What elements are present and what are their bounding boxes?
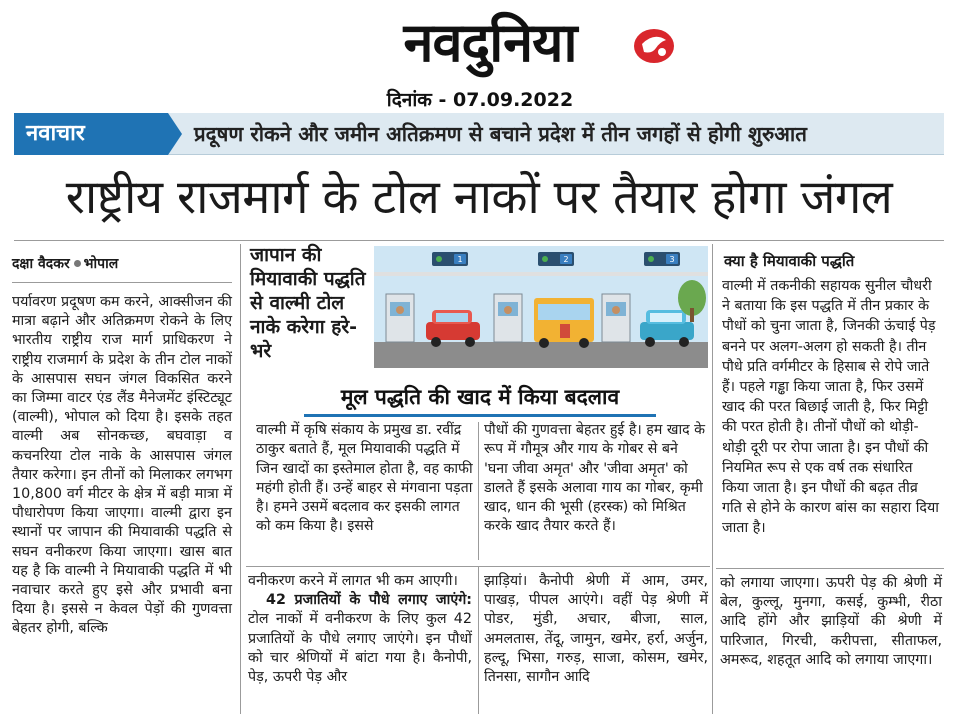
toll-booth-2 bbox=[494, 294, 522, 342]
newspaper-name: नवदुनिया bbox=[403, 11, 577, 74]
masthead bbox=[280, 8, 700, 86]
toll-booth-1 bbox=[386, 294, 414, 342]
box-heading bbox=[252, 382, 708, 416]
box-title: मूल पद्धति की खाद में किया बदलाव bbox=[340, 385, 620, 409]
article-column-3: झाड़ियां। कैनोपी श्रेणी में आम, उमर, पाखड़, पीपल आएंगे। वहीं पेड़ श्रेणी में पोडर, मुंडी, अचार, बीजा, साल, अमलतास, तेंदू, जामुन, खमेर, हर्रा, अर्जुन, हल्दू, भिसा, गरुड़, साजा, कोसम, खमेर, तिनसा, सागौन आदि bbox=[484, 573, 708, 686]
sidebar-heading: जापान की मियावाकी पद्धति से वाल्मी टोल नाके करेगा हरे-भरे bbox=[250, 244, 366, 362]
booth-sign-3 bbox=[644, 252, 680, 266]
dateline-place: भोपाल bbox=[83, 256, 119, 272]
section-tag-arrow bbox=[168, 113, 182, 155]
booth-number-1: 1 bbox=[457, 255, 463, 264]
article-column-1 bbox=[12, 293, 232, 713]
explainer-bottom-rule bbox=[716, 568, 944, 569]
column-rule-1 bbox=[240, 244, 241, 714]
topic-banner bbox=[14, 113, 944, 155]
toll-booth-3 bbox=[602, 294, 630, 342]
booth-sign-1 bbox=[432, 252, 468, 266]
masthead-logo-icon bbox=[632, 26, 676, 66]
box-title-underline bbox=[304, 414, 656, 417]
yellow-bus bbox=[534, 298, 594, 348]
box-column-b: पौधों की गुणवत्ता बेहतर हुई है। हम खाद के रूप में गौमूत्र और गाय के गोबर से बने 'घना जीवा अमृत' और 'जीवा अमृत' को डालते हैं इसके अलावा गाय का गोबर, कृमी खाद, धान की भूसी (हरस्क) को मिश्रित करके खाद तैयार करते हैं। bbox=[484, 422, 706, 535]
explainer-body: वाल्मी में तकनीकी सहायक सुनील चौधरी ने बताया कि इस पद्धति में तीन प्रकार के पौधों को चुना जाता है, जिनकी ऊंचाई पेड़ बनने पर अलग-अलग हो सकती है। तीन पौधे प्रति वर्गमीटर के हिसाब से रोपे जाते हैं। पहले गड्ढा किया जाता है, फिर उसमें खाद की परत बिछाई जाती है, फिर मिट्टी की परत होती है। तीनों पौधों को थोड़ी-थोड़ी दूरी पर रोपा जाता है। इन पौधों की नियमित रूप से एक वर्ष तक संधारित किया जाता है। इन पौधों की बढ़त तीव्र गति से होने के कारण बांस का सहारा दिया जाता है। bbox=[722, 278, 940, 537]
column-rule-2 bbox=[478, 566, 479, 714]
article-column-2 bbox=[248, 572, 472, 714]
author-name: दक्षा वैदकर bbox=[12, 256, 70, 272]
kicker-headline: प्रदूषण रोकने और जमीन अतिक्रमण से बचाने प्रदेश में तीन जगहों से होगी शुरुआत bbox=[194, 122, 807, 146]
explainer-box bbox=[718, 244, 944, 568]
column-rule-3 bbox=[712, 244, 713, 714]
toll-plaza-illustration bbox=[374, 246, 708, 368]
subheading-42-species: 42 प्रजातियों के पौधे लगाए जाएंगे: bbox=[266, 592, 472, 609]
box-column-a: वाल्मी में कृषि संकाय के प्रमुख डा. रवींद्र ठाकुर बताते हैं, मूल मियावाकी पद्धति में जिन खादों का इस्तेमाल होता है, वह काफी महंगी होती हैं। उन्हें बाहर से मंगवाना पड़ता है। हमने उसमें बदलाव कर इसकी लागत को कम किया है। इससे bbox=[256, 422, 473, 535]
date-line: दिनांक - 07.09.2022 bbox=[386, 89, 574, 111]
article-paragraph: पर्यावरण प्रदूषण कम करने, आक्सीजन की मात्रा बढ़ाने और अतिक्रमण रोकने के लिए भारतीय राष्ट्रीय राज मार्ग प्राधिकरण ने राष्ट्रीय राजमार्ग के प्रदेश के तीन टोल नाकों के आसपास सघन जंगल विकसित करने का जिम्मा वाटर एंड लैंड मैनेजमेंट इंस्टिट्यूट (वाल्मी), भोपाल को दिया है। इसके तहत वाल्मी अब सोनकच्छ, बघवाड़ा व कचनरिया टोल नाके के आसपास जंगल तैयार करेगा। इन तीनों को मिलाकर लगभग 10,800 वर्ग मीटर के क्षेत्र में बड़ी मात्रा में पौधारोपण किया जाएगा। वाल्मी द्वारा इन स्थानों पर जापान की मियावाकी पद्धति से सघन वनीकरण किया जाएगा। खास बात यह है कि वाल्मी ने मियावाकी पद्धति में भी नवाचार करते हुए इसे और प्रभावी बना दिया है। इससे न केवल पेड़ों की गुणवत्ता बेहतर होगी, बल्कि bbox=[12, 294, 232, 637]
box-bottom-rule bbox=[246, 566, 710, 567]
column-2-body: टोल नाकों में वनीकरण के लिए कुल 42 प्रजातियों के पौधे लगाए जाएंगे। इन पौधों को चार श्रेणियों में बांटा गया है। कैनोपी, पेड़, ऊपरी पेड़ और bbox=[248, 611, 472, 686]
explainer-title: क्या है मियावाकी पद्धति bbox=[724, 252, 855, 270]
article-column-4: को लगाया जाएगा। ऊपरी पेड़ की श्रेणी में बेल, कुल्लू, मुनगा, कसई, कुम्भी, रीठा आदि होंगे और झाड़ियों की श्रेणी में पारिजात, गिरची, करीपत्ता, सीताफल, अमरूद, शहतूत आदि को लगाया जाएगा। bbox=[720, 575, 942, 668]
section-tag: नवाचार bbox=[14, 113, 168, 155]
column-2-lead: वनीकरण करने में लागत भी कम आएगी। bbox=[248, 573, 458, 589]
booth-number-3: 3 bbox=[669, 255, 675, 264]
bullet-icon bbox=[74, 260, 81, 267]
booth-number-2: 2 bbox=[563, 255, 569, 264]
byline bbox=[12, 254, 118, 273]
byline-rule bbox=[12, 282, 232, 283]
headline-rule bbox=[14, 240, 944, 241]
booth-sign-2 bbox=[538, 252, 574, 266]
main-headline: राष्ट्रीय राजमार्ग के टोल नाकों पर तैयार होगा जंगल bbox=[65, 170, 893, 225]
box-column-rule bbox=[478, 422, 479, 560]
